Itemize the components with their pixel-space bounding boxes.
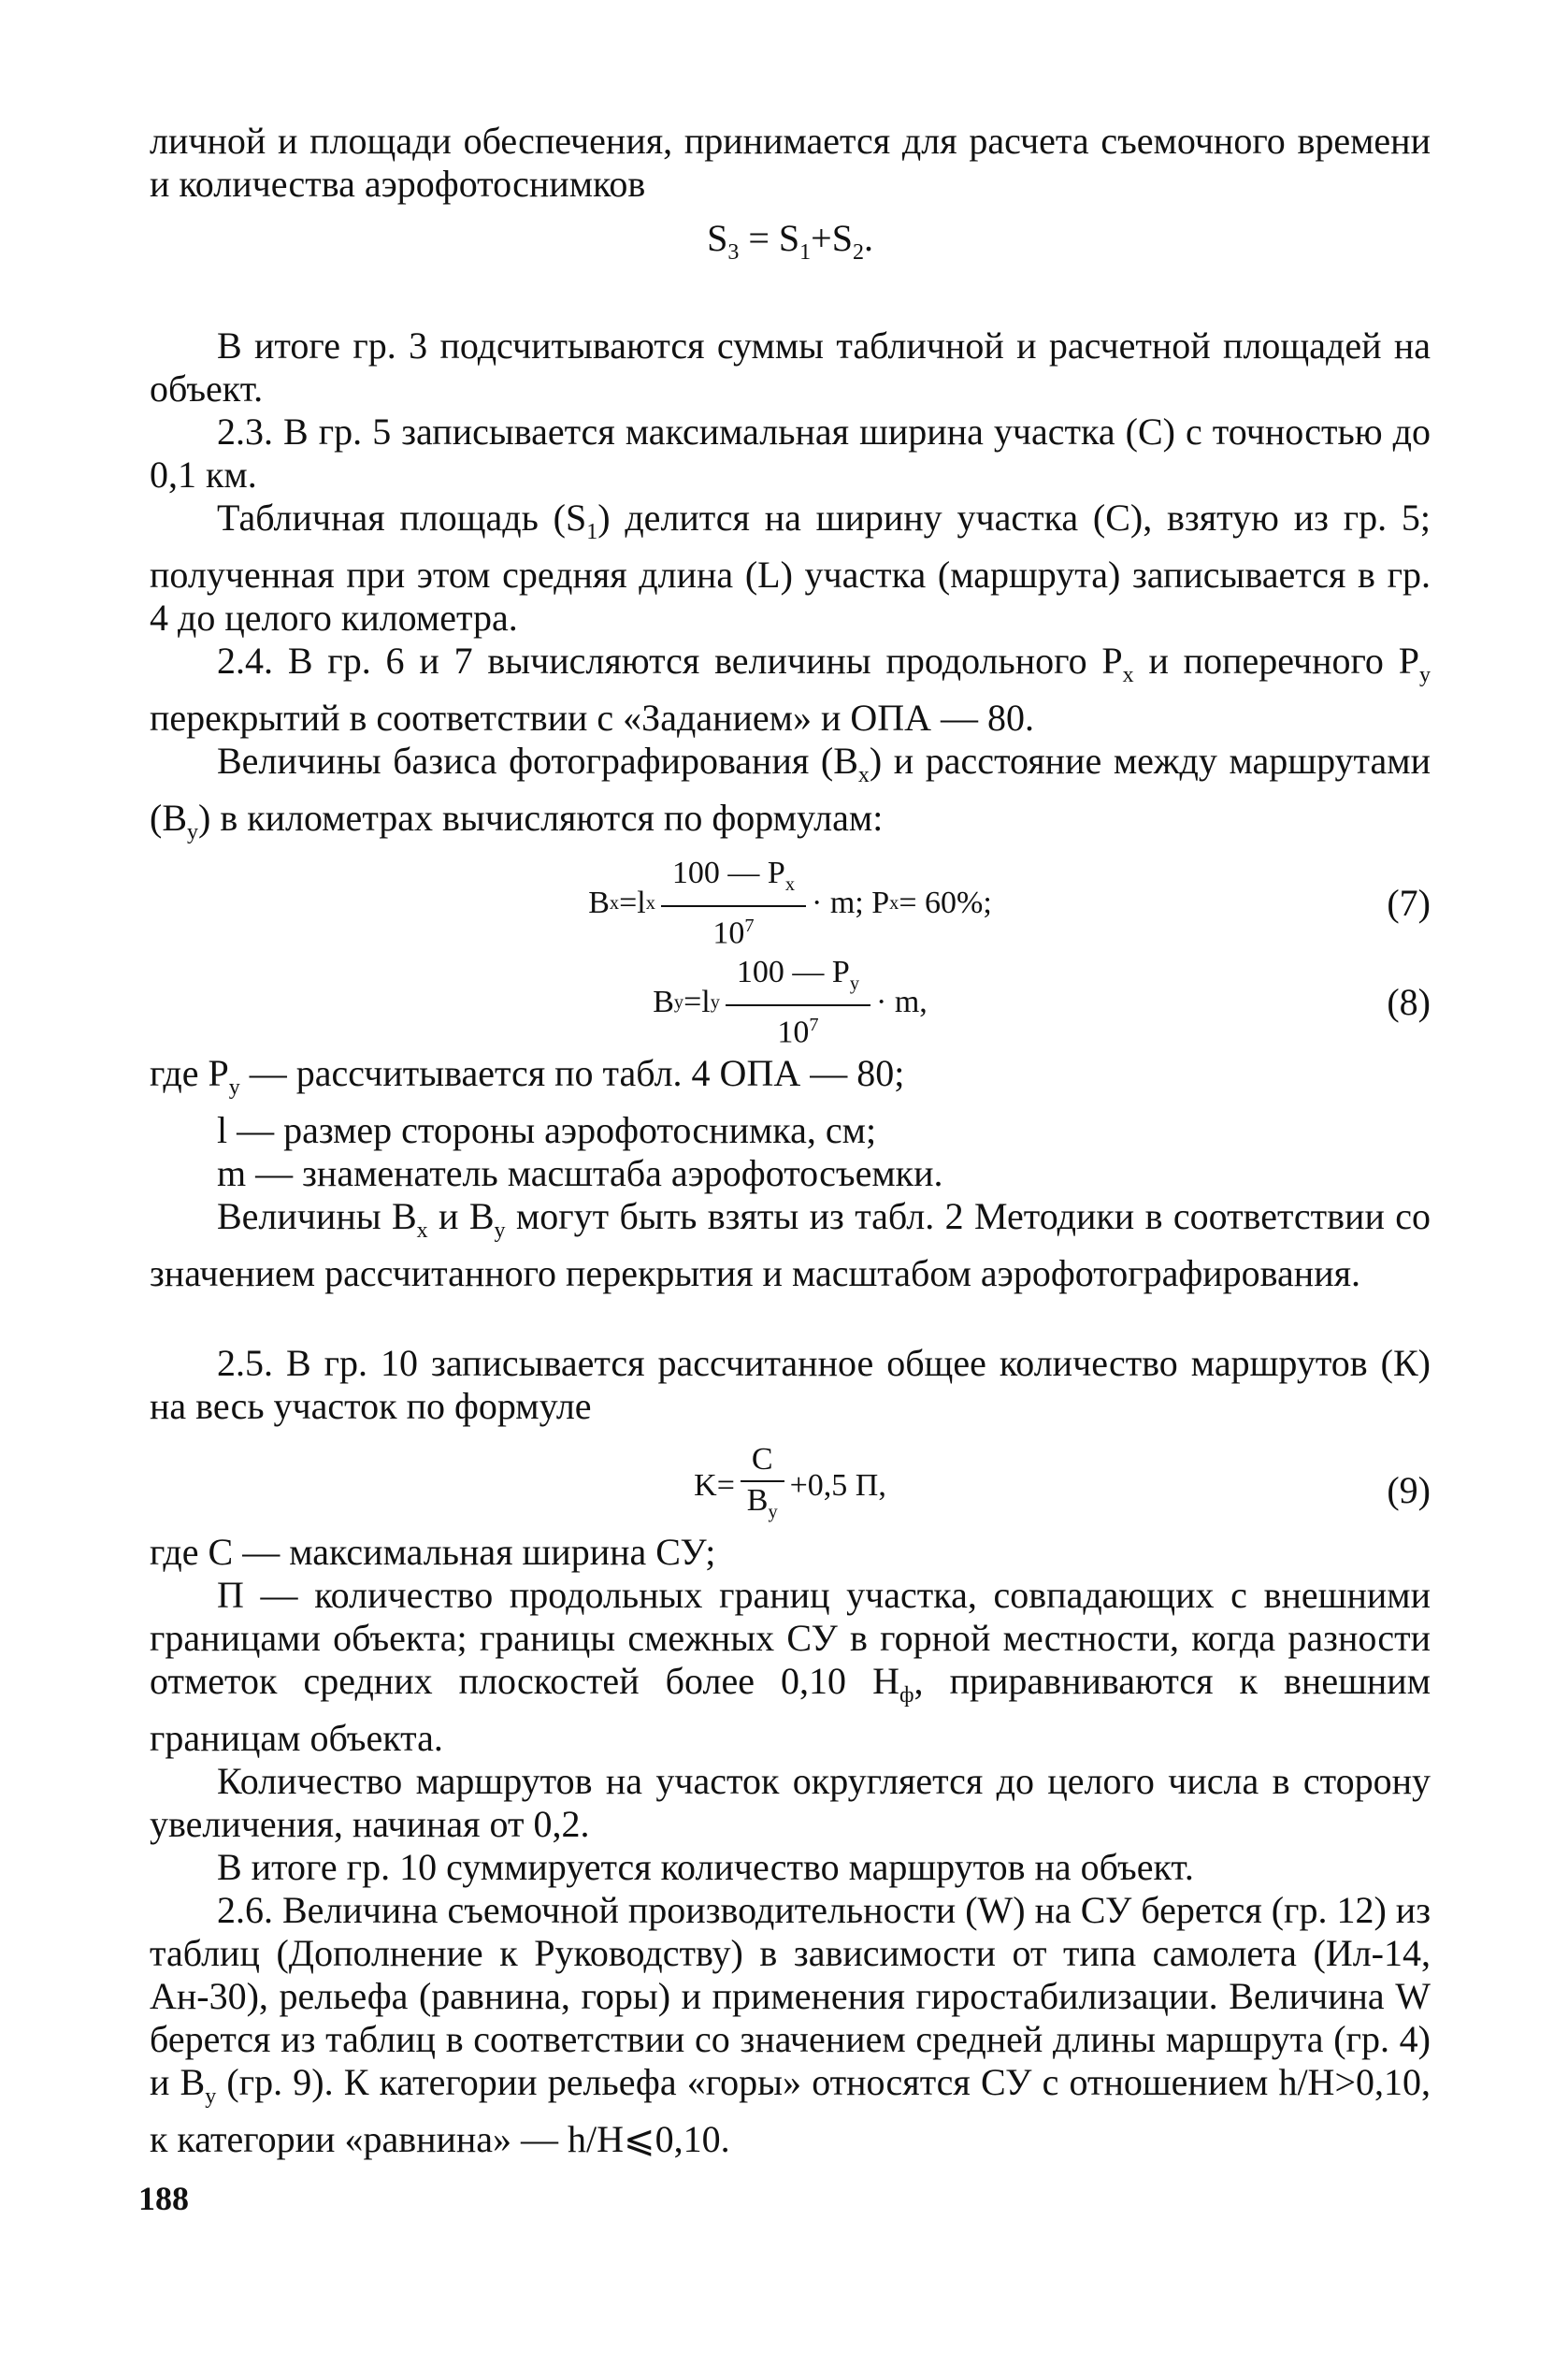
paragraph-2-6: 2.6. Величина съемочной производительности (W) на СУ берется (гр. 12) из таблиц (Дополнение к Руководству) в зависимости от типа самолета (Ил-14, Ан-30), рельефа (равнина, горы) и применения гиростабилизации. Величина W берется из таблиц в соответствии со значением средней длины маршрута (гр. 4) и $В_y$ (гр. 9). К категории рельефа «горы» относятся СУ с отношением h/H>0,10, к категории «равнина» — h/H⩽0,10. [150, 1889, 1431, 2160]
where-l: l — размер стороны аэрофотоснимка, см; [217, 1109, 877, 1151]
equation-9: K= $\frac{C}{B_y}$ +0,5 П, (9) [150, 1441, 1431, 1531]
paragraph-2-4: 2.4. В гр. 6 и 7 вычисляются величины продольного $Р_x$ и поперечного $Р_y$ перекрытий в соответствии с «Заданием» и ОПА — 80. [150, 640, 1431, 739]
fraction-8: $\frac{100 — P_y}{10^7}$ [726, 954, 870, 1051]
paragraph-totals-gr3: В итоге гр. 3 подсчитываются суммы табличной и расчетной площадей на объект. [150, 324, 1431, 410]
fraction-9: $\frac{C}{B_y}$ [741, 1441, 784, 1531]
paragraph-p-boundaries: П — количество продольных границ участка, совпадающих с внешними границами объекта; границы смежных СУ в горной местности, когда разности отметок средних плоскостей более 0,10 $Н_ф$, приравниваются к внешним границам объекта. [150, 1574, 1431, 1759]
equation-s3: $S_3 = S_1+S_2$. [707, 217, 873, 265]
equation-number-7: (7) [1387, 882, 1431, 924]
paragraph-table-area: Табличная площадь $(S_1)$ делится на ширину участка (С), взятую из гр. 5; полученная при этом средняя длина (L) участка (маршрута) записывается в гр. 4 до целого километра. [150, 497, 1431, 639]
where-m: m — знаменатель масштаба аэрофотосъемки. [217, 1152, 943, 1194]
paragraph-totals-gr10: В итоге гр. 10 суммируется количество маршрутов на объект. [217, 1846, 1194, 1888]
fraction-7: $\frac{100 — P_x}{10^7}$ [661, 855, 806, 952]
paragraph-rounding: Количество маршрутов на участок округляется до целого числа в сторону увеличения, начиная от 0,2. [150, 1760, 1431, 1845]
paragraph-continuation: личной и площади обеспечения, принимается для расчета съемочного времени и количества аэрофотоснимков [150, 120, 1431, 205]
paragraph-base-values: Величины базиса фотографирования $(В_x)$ и расстояние между маршрутами $(В_y)$ в километрах вычисляются по формулам: [150, 740, 1431, 844]
page-number: 188 [138, 2180, 189, 2217]
where-py: где $Р_y$ — рассчитывается по табл. 4 ОПА — 80; [150, 1052, 905, 1100]
equation-8: B y =l y $\frac{100 — P_y}{10^7}$ · m, (8) [653, 954, 1431, 1050]
paragraph-2-3: 2.3. В гр. 5 записывается максимальная ширина участка (С) с точностью до 0,1 км. [150, 411, 1431, 496]
equation-number-8: (8) [1387, 981, 1431, 1023]
equation-7: B x =l x $\frac{100 — P_x}{10^7}$ · m; P x = 60%; (7) [588, 855, 1431, 951]
where-c: где С — максимальная ширина СУ; [150, 1531, 716, 1573]
equation-number-9: (9) [1387, 1469, 1431, 1511]
paragraph-bx-by: Величины $В_x$ и $В_y$ могут быть взяты из табл. 2 Методики в соответствии со значением рассчитанного перекрытия и масштабом аэрофотографирования. [150, 1195, 1431, 1294]
paragraph-2-5: 2.5. В гр. 10 записывается рассчитанное общее количество маршрутов (К) на весь участок по формуле [150, 1342, 1431, 1427]
page-body [150, 120, 1431, 2161]
